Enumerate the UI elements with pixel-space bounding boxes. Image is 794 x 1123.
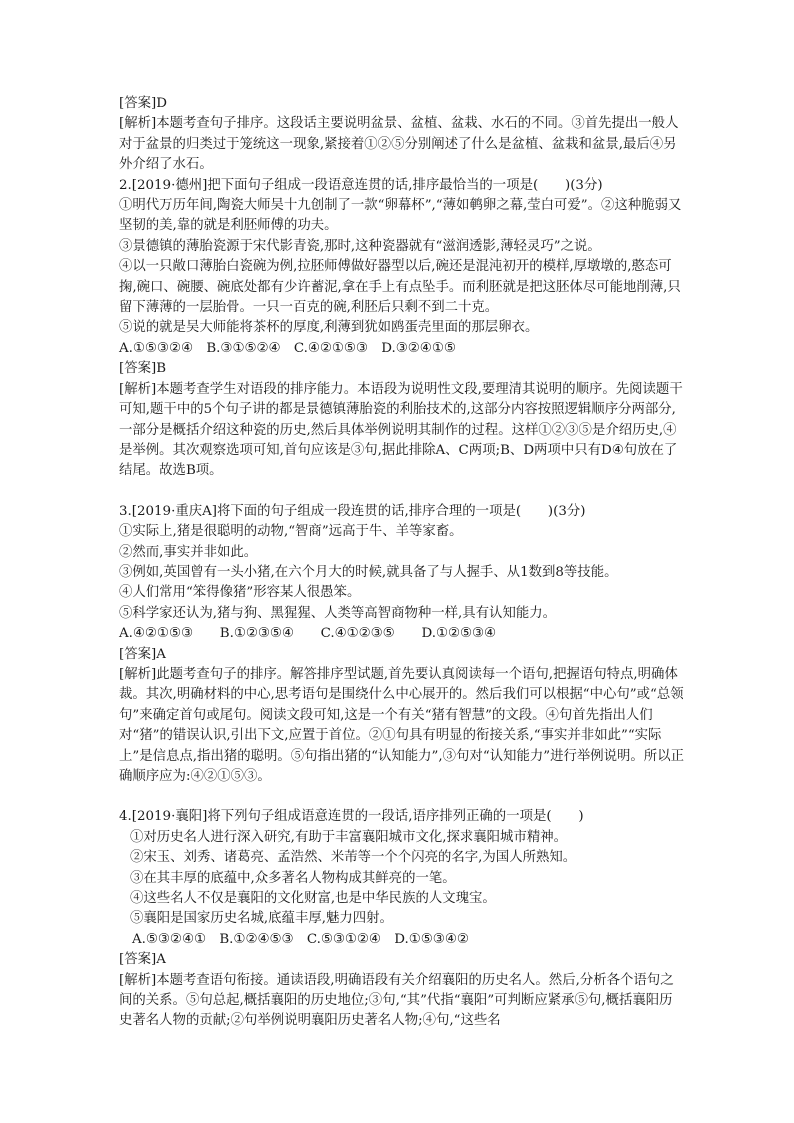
q3-sentence-4: ④人们常用“笨得像猪”形容某人很愚笨。 [119, 585, 361, 601]
q2-title: 2.[2019·德州]把下面句子组成一段语意连贯的话,排序最恰当的一项是( )(3分) [119, 177, 603, 193]
q4-analysis: [解析]本题考查语句衔接。通读语段,明确语段有关介绍襄阳的历史名人。然后,分析各个语句之间的关系。⑤句总起,概括襄阳的历史地位;③句,“其”代指“襄阳”可判断应紧承⑤句,概括襄阳历史著名人物的贡献;②句举例说明襄阳历史著名人物;④句,“这些名 [119, 972, 674, 1029]
q4-options: A.⑤③②④① B.①②④⑤③ C.⑤③①②④ D.①⑤③④② [132, 931, 469, 947]
q3-answer: [答案]A [119, 646, 166, 662]
q2-sentence-5: ⑤说的就是吴大师能将茶杯的厚度,利薄到犹如鸥蛋壳里面的那层卵衣。 [119, 320, 539, 336]
q2-sentence-1-2: ①明代万历年间,陶瓷大师吴十九创制了一款“卵幕杯”,“薄如鹌卵之幕,莹白可爱”。②这种脆弱又坚韧的美,靠的就是利胚师傅的功夫。 [119, 198, 682, 234]
q4-sentence-3: ③在其丰厚的底蕴中,众多著名人物构成其鲜亮的一笔。 [130, 870, 456, 886]
q3-sentence-3: ③例如,英国曾有一头小猪,在六个月大的时候,就具备了与人握手、从1数到8等技能。 [119, 564, 618, 580]
q4-answer: [答案]A [119, 952, 166, 968]
q2-sentence-4: ④以一只敞口薄胎白瓷碗为例,拉胚师傅做好器型以后,碗还是混沌初开的模样,厚墩墩的,憨态可掬,碗口、碗腰、碗底处都有少许蓄泥,拿在手上有点坠手。而利胚就是把这胚体尽可能地削薄,只留下薄薄的一层胎骨。一只一百克的碗,利胚后只剩不到二十克。 [119, 259, 681, 316]
q2-answer: [答案]B [119, 361, 167, 377]
q3-options: A.④②①⑤③ B.①②③⑤④ C.④①②③⑤ D.①②⑤③④ [119, 626, 496, 642]
q2-options: A.①⑤③②④ B.③①⑤②④ C.④②①⑤③ D.③②④①⑤ [119, 340, 456, 356]
q4-sentence-4: ④这些名人不仅是襄阳的文化财富,也是中华民族的人文瑰宝。 [130, 891, 496, 907]
q3-sentence-5: ⑤科学家还认为,猪与狗、黑猩猩、人类等高智商物种一样,具有认知能力。 [119, 605, 557, 621]
q1-answer: [答案]D [119, 96, 167, 111]
q3-sentence-1: ①实际上,猪是很聪明的动物,“智商”远高于牛、羊等家畜。 [119, 524, 463, 540]
q3-title: 3.[2019·重庆A]将下面的句子组成一段连贯的话,排序合理的一项是( )(3分) [119, 503, 586, 519]
q4-sentence-5: ⑤襄阳是国家历史名城,底蕴丰厚,魅力四射。 [130, 911, 393, 927]
document-body [119, 94, 685, 1032]
q2-sentence-3: ③景德镇的薄胎瓷源于宋代影青瓷,那时,这种瓷器就有“滋润透影,薄轻灵巧”之说。 [119, 238, 601, 254]
q4-sentence-1: ①对历史名人进行深入研究,有助于丰富襄阳城市文化,探求襄阳城市精神。 [130, 829, 568, 845]
q3-sentence-2: ②然而,事实并非如此。 [119, 544, 258, 560]
q4-sentence-2: ②宋玉、刘秀、诸葛亮、孟浩然、米芾等一个个闪亮的名字,为国人所熟知。 [130, 850, 577, 866]
q2-analysis: [解析]本题考查学生对语段的排序能力。本语段为说明性文段,要理清其说明的顺序。先阅读题干可知,题干中的5个句子讲的都是景德镇薄胎瓷的利胎技术的,这部分内容按照逻辑顺序分两部分,一部分是概括介绍这种瓷的历史,然后具体举例说明其制作的过程。这样①②③⑤是介绍历史,④是举例。其次观察选项可知,首句应该是③句,据此排除A、C两项;B、D两项中只有D④句放在了结尾。故选B项。 [119, 381, 683, 479]
q4-title: 4.[2019·襄阳]将下列句子组成语意连贯的一段话,语序排列正确的一项是( ) [119, 809, 584, 825]
q3-analysis: [解析]此题考查句子的排序。解答排序型试题,首先要认真阅读每一个语句,把握语句特点,明确体裁。其次,明确材料的中心,思考语句是围绕什么中心展开的。然后我们可以根据“中心句”或“总领句”来确定首句或尾句。阅读文段可知,这是一个有关“猪有智慧”的文段。④句首先指出人们对“猪”的错误认识,引出下文,应置于首位。②①句具有明显的衔接关系,“事实并非如此”“实际上”是信息点,指出猪的聪明。⑤句指出猪的“认知能力”,③句对“认知能力”进行举例说明。所以正确顺序应为:④②①⑤③。 [119, 666, 684, 784]
q1-analysis: [解析]本题考查句子排序。这段话主要说明盆景、盆植、盆栽、水石的不同。③首先提出一般人对于盆景的归类过于笼统这一现象,紧接着①②⑤分别阐述了什么是盆植、盆栽和盆景,最后④另外介绍了水石。 [119, 116, 679, 173]
